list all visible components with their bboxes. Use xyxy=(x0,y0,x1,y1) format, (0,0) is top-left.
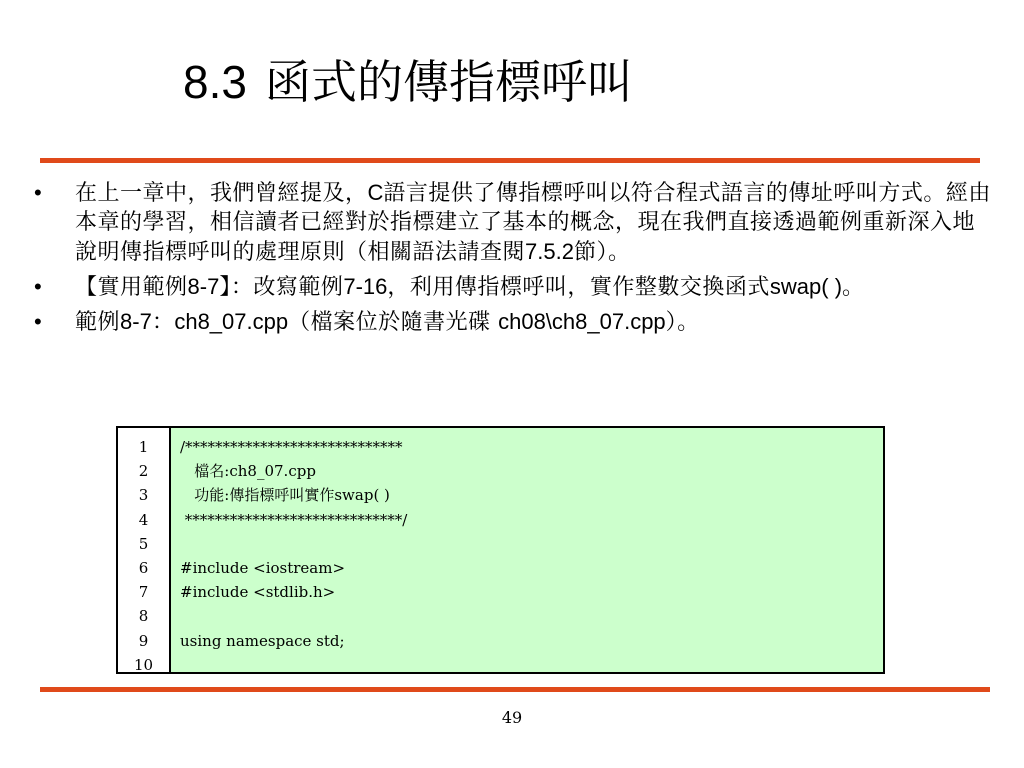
code-line: #include <iostream> xyxy=(180,558,346,577)
code-body xyxy=(171,428,883,672)
code-listing xyxy=(116,426,885,674)
code-line-number: 3 xyxy=(138,486,149,505)
code-line-number: 4 xyxy=(138,510,149,529)
code-line xyxy=(180,653,883,677)
bullet-text: 】：改寫範例 xyxy=(219,275,344,300)
bullet-text: 8-7 xyxy=(187,274,220,299)
code-line: *****************************/ xyxy=(180,510,408,529)
bullet-text: 在上一章中，我們曾經提及， xyxy=(75,181,368,206)
code-line-number: 9 xyxy=(138,631,149,650)
footer-divider xyxy=(40,687,990,692)
code-line-number: 10 xyxy=(133,655,154,674)
bullet-marker: • xyxy=(34,274,43,299)
bullet-text: 8-7 xyxy=(120,309,152,334)
bullet-item xyxy=(32,307,992,337)
code-line xyxy=(180,604,883,628)
bullet-item xyxy=(32,178,992,267)
title-divider xyxy=(40,158,980,163)
bullet-text: （檔案位於隨書光碟 xyxy=(288,310,499,335)
bullet-text: 。 xyxy=(842,275,865,300)
page-number: 49 xyxy=(501,708,523,727)
code-line xyxy=(180,532,883,556)
bullet-text: ch08\ch8_07.cpp xyxy=(498,309,666,334)
code-line-number: 8 xyxy=(138,607,149,626)
bullet-list xyxy=(32,178,992,342)
bullet-marker: • xyxy=(34,309,43,334)
bullet-text: 節）。 xyxy=(573,240,631,265)
code-line: using namespace std; xyxy=(180,631,345,650)
slide-title xyxy=(183,52,633,112)
bullet-text: swap( ) xyxy=(769,274,843,299)
code-line-number: 7 xyxy=(138,583,149,602)
code-line-number: 1 xyxy=(138,438,149,456)
bullet-text: 【實用範例 xyxy=(75,275,188,300)
code-line: #include <stdlib.h> xyxy=(180,583,336,602)
bullet-text: ： xyxy=(151,310,175,335)
bullet-text: 範例 xyxy=(75,310,121,335)
bullet-text: ch8_07.cpp xyxy=(174,309,289,334)
bullet-text: ）。 xyxy=(665,310,700,335)
code-line: /***************************** xyxy=(180,438,403,456)
bullet-marker: • xyxy=(34,180,43,205)
code-line: 檔名:ch8_07.cpp xyxy=(180,462,316,481)
section-title: 函式的傳指標呼叫 xyxy=(264,55,633,109)
bullet-text: ，利用傳指標呼叫，實作整數交換函式 xyxy=(387,275,770,300)
code-line-number: 6 xyxy=(138,558,149,577)
bullet-text: 語言提供了傳指標呼叫以符合程式語言的傳址呼叫方式。經由本章的學習，相信讀者已經對於指標建立了基本的概念，現在我們直接透過範例重新深入地說明傳指標呼叫的處理原則（相關語法請查閱 xyxy=(75,181,991,265)
bullet-text: 7-16 xyxy=(343,274,388,299)
section-number: 8.3 xyxy=(183,56,247,108)
line-number-gutter xyxy=(118,428,171,672)
code-line-number: 5 xyxy=(138,534,149,553)
code-line-number: 2 xyxy=(138,462,149,481)
code-line: 功能:傳指標呼叫實作swap( ) xyxy=(180,486,390,505)
bullet-text: 7.5.2 xyxy=(525,239,574,264)
bullet-item xyxy=(32,272,992,302)
bullet-text: C xyxy=(367,180,384,205)
